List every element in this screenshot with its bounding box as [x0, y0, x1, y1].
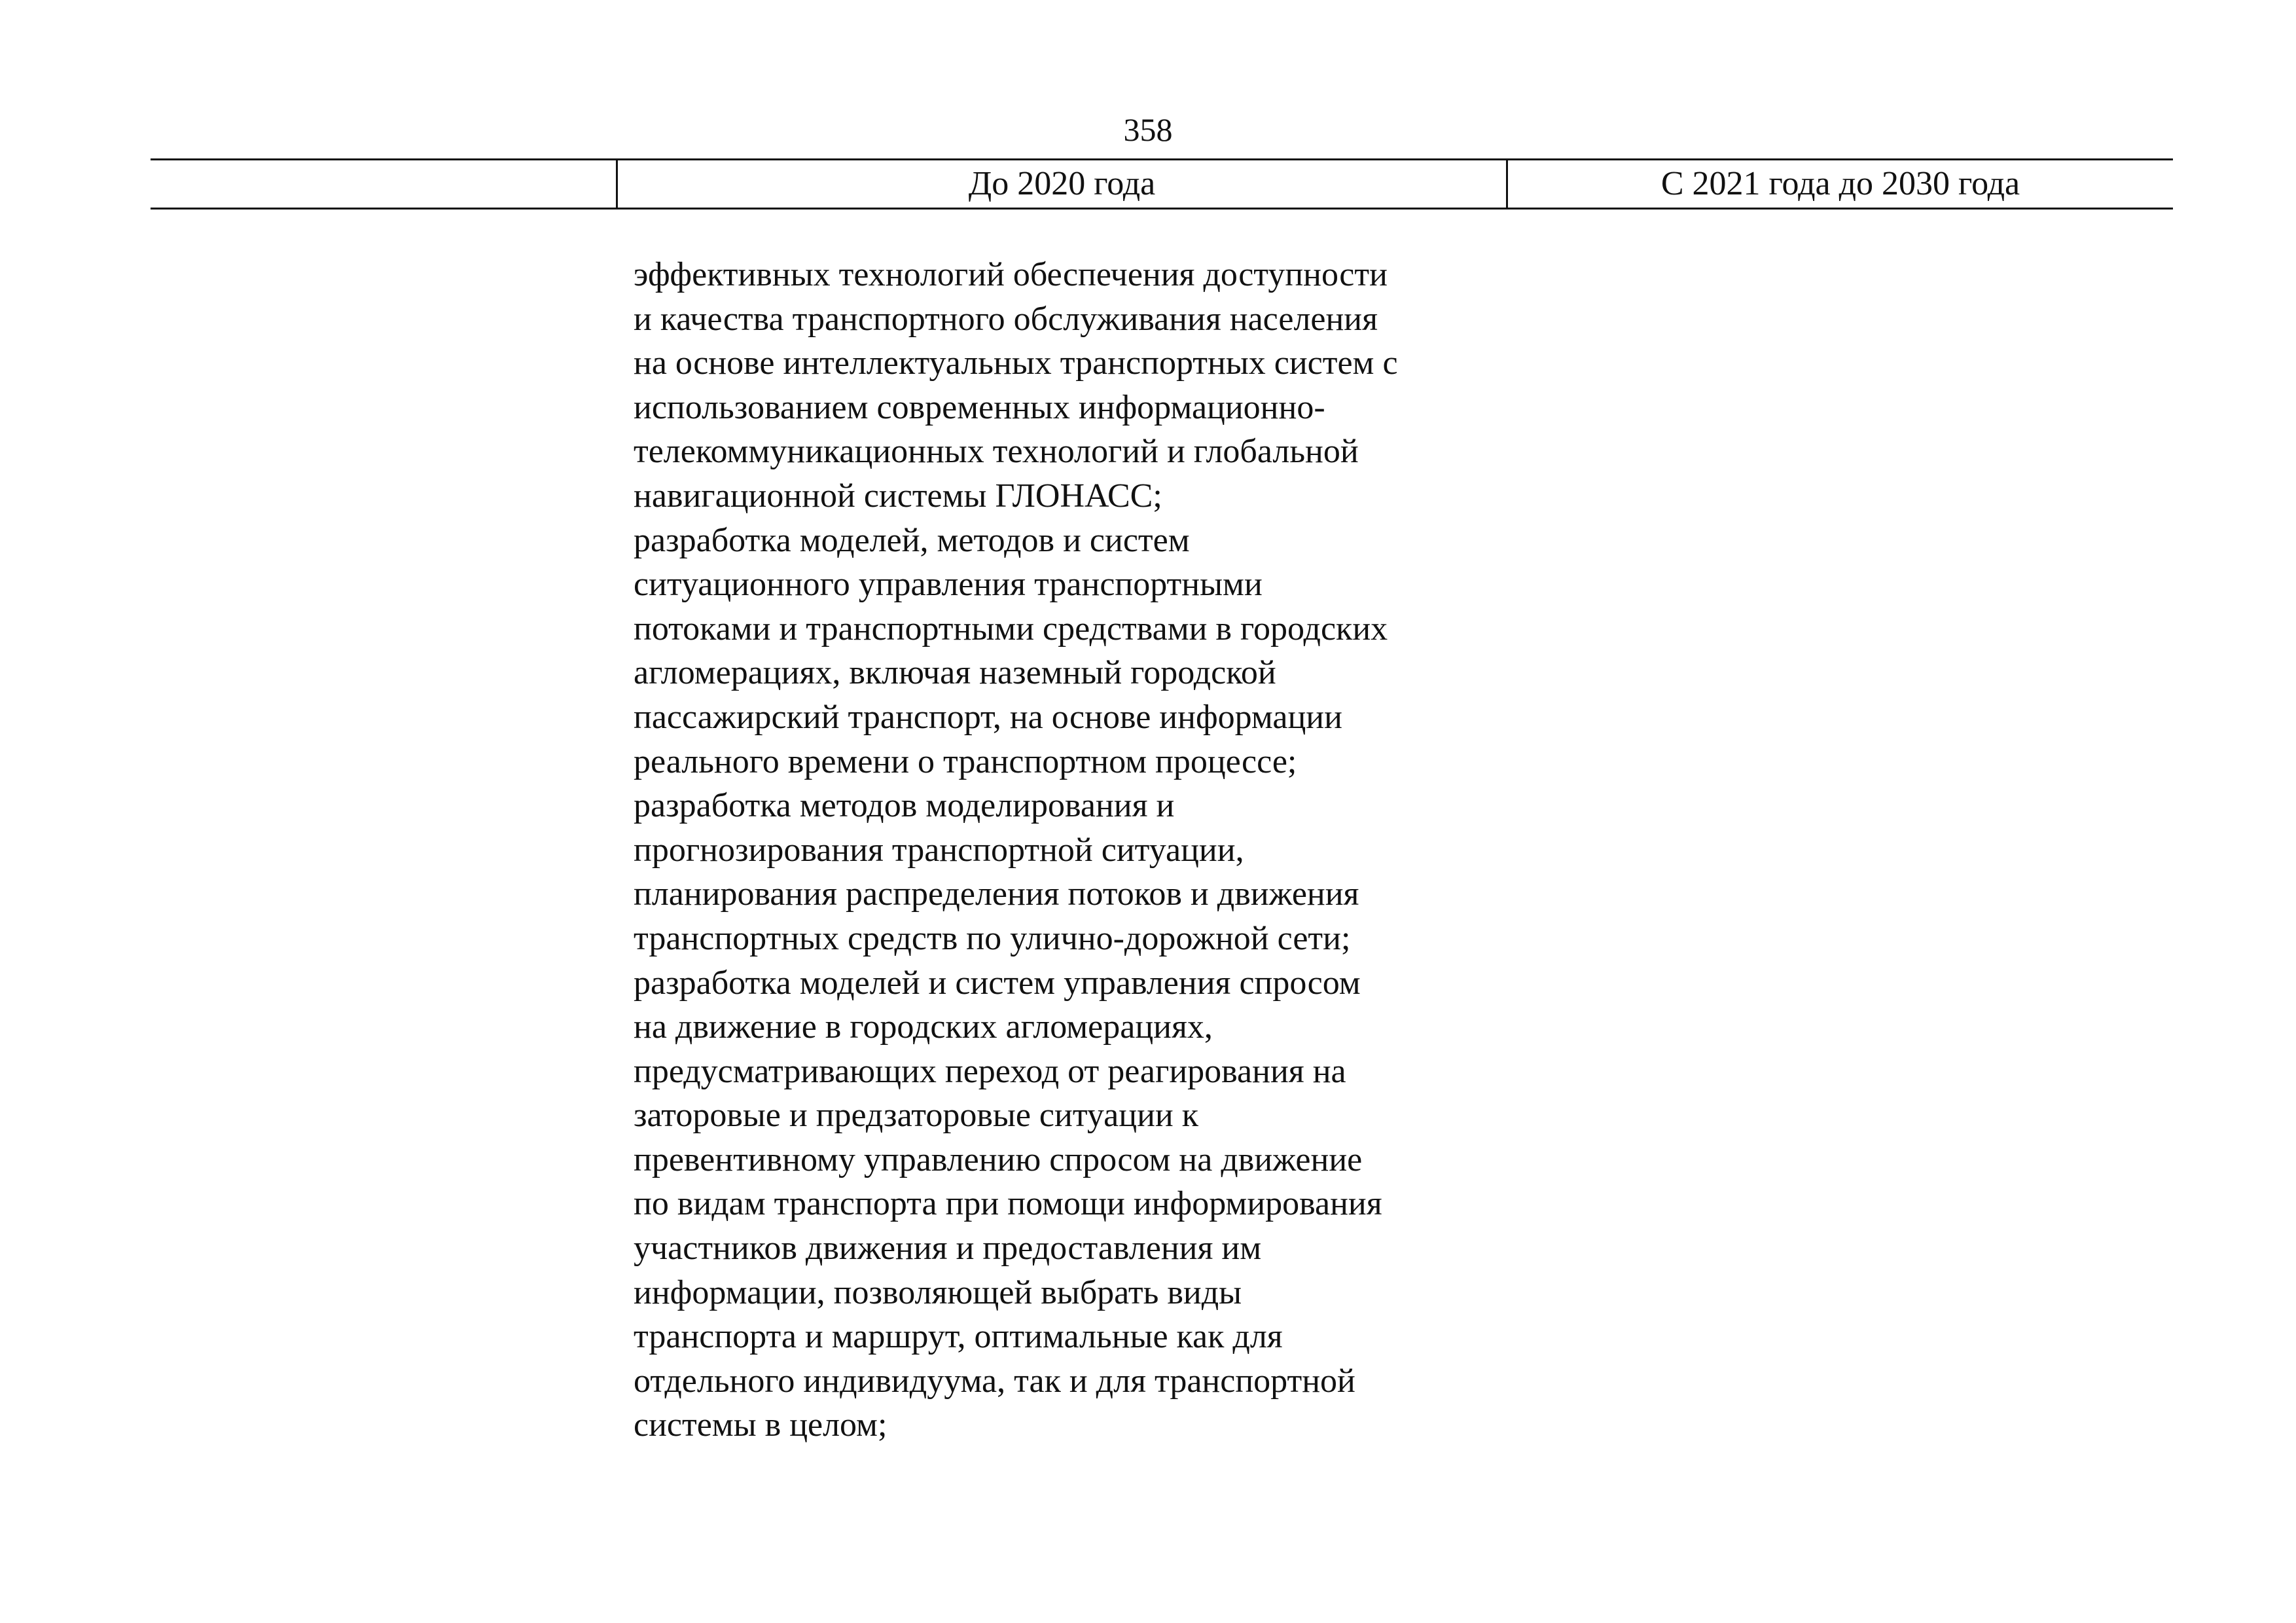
body-line: потоками и транспортными средствами в городских [634, 610, 1388, 647]
page-number: 358 [1123, 111, 1173, 148]
body-line: участников движения и предоставления им [634, 1230, 1262, 1267]
body-line: агломерациях, включая наземный городской [634, 654, 1276, 692]
body-line: разработка моделей, методов и систем [634, 521, 1190, 559]
body-line: прогнозирования транспортной ситуации, [634, 831, 1244, 869]
header-col-until-2020: До 2020 года [616, 160, 1506, 208]
body-line: транспортных средств по улично-дорожной сети; [634, 919, 1351, 957]
body-line: разработка методов моделирования и [634, 787, 1175, 825]
body-line: пассажирский транспорт, на основе информации [634, 698, 1342, 736]
body-line: по видам транспорта при помощи информирования [634, 1185, 1382, 1223]
body-line: предусматривающих переход от реагирования на [634, 1052, 1346, 1090]
body-line: ситуационного управления транспортными [634, 566, 1263, 604]
body-line: на основе интеллектуальных транспортных систем с [634, 344, 1398, 382]
body-line: заторовые и предзаторовые ситуации к [634, 1097, 1199, 1135]
body-line: планирования распределения потоков и движения [634, 875, 1359, 913]
body-text [634, 253, 1537, 1448]
body-line: навигационной системы ГЛОНАСС; [634, 477, 1162, 515]
header-col-2021-2030: С 2021 года до 2030 года [1506, 160, 2173, 208]
body-line: системы в целом; [634, 1406, 888, 1444]
body-line: телекоммуникационных технологий и глобальной [634, 433, 1359, 471]
body-line: превентивному управлению спросом на движение [634, 1140, 1363, 1178]
header-col-empty [151, 160, 616, 208]
body-line: на движение в городских агломерациях, [634, 1008, 1213, 1046]
body-line: транспорта и маршрут, оптимальные как для [634, 1318, 1283, 1356]
table-header [151, 158, 2173, 210]
body-line: отдельного индивидуума, так и для транспортной [634, 1362, 1355, 1400]
body-line: информации, позволяющей выбрать виды [634, 1273, 1242, 1311]
body-line: разработка моделей и систем управления спросом [634, 964, 1361, 1002]
body-line: использованием современных информационно- [634, 388, 1325, 426]
body-line: и качества транспортного обслуживания населения [634, 300, 1378, 338]
body-line: реального времени о транспортном процессе; [634, 742, 1297, 780]
body-line: эффективных технологий обеспечения доступности [634, 256, 1388, 293]
